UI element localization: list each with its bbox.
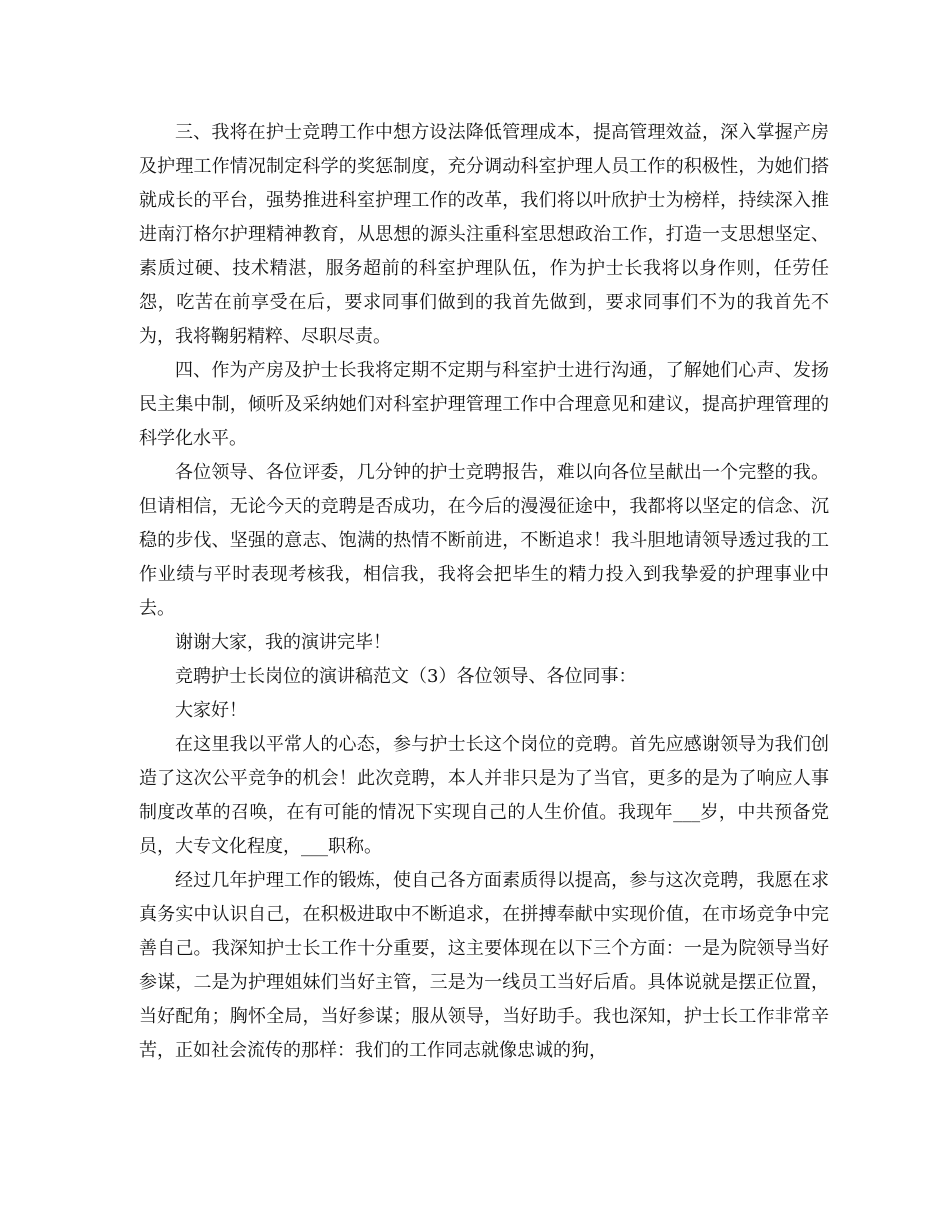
paragraph-4: 谢谢大家，我的演讲完毕！ bbox=[175, 632, 391, 653]
paragraph-6-greeting: 大家好！ bbox=[175, 700, 247, 721]
paragraph-5-heading: 竞聘护士长岗位的演讲稿范文（3）各位领导、各位同事： bbox=[175, 666, 637, 687]
paragraph-2: 四、作为产房及护士长我将定期不定期与科室护士进行沟通，了解她们心声、发扬民主集中制，倾听及采纳她们对科室护理管理工作中合理意见和建议，提高护理管理的科学化水平。 bbox=[139, 360, 829, 449]
paragraph-7: 在这里我以平常人的心态，参与护士长这个岗位的竞聘。首先应感谢领导为我们创造了这次公平竞争的机会！此次竞聘，本人并非只是为了当官，更多的是为了响应人事制度改革的召唤，在有可能的情况下实现自己的人生价值。我现年___岁，中共预备党员，大专文化程度，___职称。 bbox=[139, 734, 829, 857]
paragraph-1: 三、我将在护士竞聘工作中想方设法降低管理成本，提高管理效益，深入掌握产房及护理工作情况制定科学的奖惩制度，充分调动科室护理人员工作的积极性，为她们搭就成长的平台，强势推进科室护理工作的改革，我们将以叶欣护士为榜样，持续深入推进南汀格尔护理精神教育，从思想的源头注重科室思想政治工作，打造一支思想坚定、素质过硬、技术精湛，服务超前的科室护理队伍，作为护士长我将以身作则，任劳任怨，吃苦在前享受在后，要求同事们做到的我首先做到，要求同事们不为的我首先不为，我将鞠躬精粹、尽职尽责。 bbox=[139, 122, 829, 347]
paragraph-3: 各位领导、各位评委，几分钟的护士竞聘报告，难以向各位呈献出一个完整的我。但请相信，无论今天的竞聘是否成功，在今后的漫漫征途中，我都将以坚定的信念、沉稳的步伐、坚强的意志、饱满的热情不断前进，不断追求！我斗胆地请领导透过我的工作业绩与平时表现考核我，相信我，我将会把毕生的精力投入到我挚爱的护理事业中去。 bbox=[139, 462, 829, 619]
paragraph-8: 经过几年护理工作的锻炼，使自己各方面素质得以提高，参与这次竞聘，我愿在求真务实中认识自己，在积极进取中不断追求，在拼搏奉献中实现价值，在市场竞争中完善自己。我深知护士长工作十分重要，这主要体现在以下三个方面：一是为院领导当好参谋，二是为护理姐妹们当好主管，三是为一线员工当好后盾。具体说就是摆正位置，当好配角；胸怀全局，当好参谋；服从领导，当好助手。我也深知，护士长工作非常辛苦，正如社会流传的那样：我们的工作同志就像忠诚的狗， bbox=[139, 870, 829, 1061]
document-body bbox=[139, 116, 829, 1068]
